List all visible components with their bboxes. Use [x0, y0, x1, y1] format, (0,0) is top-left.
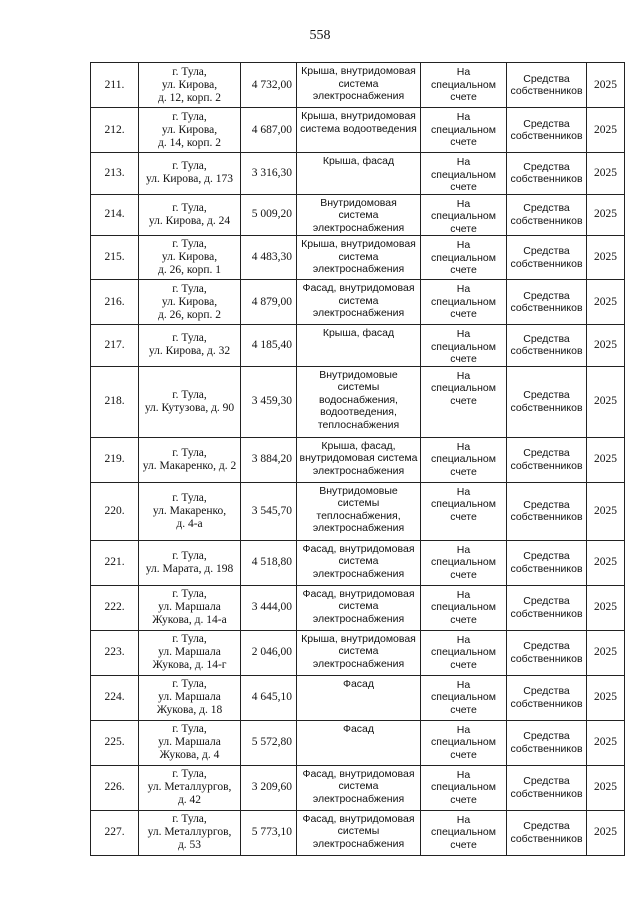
address-cell: г. Тула, ул. Маршала Жукова, д. 18: [139, 675, 241, 720]
fund-cell: На специальном счете: [421, 325, 507, 367]
fund-cell: На специальном счете: [421, 108, 507, 153]
fund-cell: На специальном счете: [421, 153, 507, 195]
works-cell: Фасад, внутридомовая система электроснабжения: [297, 585, 421, 630]
year-cell: 2025: [587, 108, 625, 153]
cost-cell: 4 687,00: [241, 108, 297, 153]
row-number: 224.: [91, 675, 139, 720]
works-cell: Внутридомовые системы теплоснабжения, электроснабжения: [297, 482, 421, 540]
address-cell: г. Тула, ул. Кирова, д. 32: [139, 325, 241, 367]
source-cell: Средства собственников: [507, 765, 587, 810]
year-cell: 2025: [587, 720, 625, 765]
address-cell: г. Тула, ул. Кутузова, д. 90: [139, 366, 241, 437]
cost-cell: 3 444,00: [241, 585, 297, 630]
year-cell: 2025: [587, 325, 625, 367]
address-cell: г. Тула, ул. Макаренко, д. 2: [139, 437, 241, 482]
source-cell: Средства собственников: [507, 585, 587, 630]
source-cell: Средства собственников: [507, 63, 587, 108]
source-cell: Средства собственников: [507, 437, 587, 482]
table-row: [91, 585, 625, 630]
works-cell: Крыша, внутридомовая система электроснабжения: [297, 236, 421, 280]
source-cell: Средства собственников: [507, 153, 587, 195]
row-number: 227.: [91, 810, 139, 855]
row-number: 212.: [91, 108, 139, 153]
table-row: [91, 720, 625, 765]
year-cell: 2025: [587, 280, 625, 325]
year-cell: 2025: [587, 437, 625, 482]
row-number: 213.: [91, 153, 139, 195]
source-cell: Средства собственников: [507, 236, 587, 280]
address-cell: г. Тула, ул. Макаренко, д. 4-а: [139, 482, 241, 540]
fund-cell: На специальном счете: [421, 280, 507, 325]
table-row: [91, 325, 625, 367]
table-row: [91, 63, 625, 108]
address-cell: г. Тула, ул. Маршала Жукова, д. 14-г: [139, 630, 241, 675]
cost-cell: 3 209,60: [241, 765, 297, 810]
address-cell: г. Тула, ул. Марата, д. 198: [139, 540, 241, 585]
source-cell: Средства собственников: [507, 366, 587, 437]
source-cell: Средства собственников: [507, 280, 587, 325]
table-row: [91, 482, 625, 540]
works-cell: Крыша, внутридомовая система водоотведения: [297, 108, 421, 153]
works-cell: Крыша, фасад, внутридомовая система электроснабжения: [297, 437, 421, 482]
address-cell: г. Тула, ул. Кирова, д. 26, корп. 1: [139, 236, 241, 280]
table-row: [91, 540, 625, 585]
cost-cell: 5 572,80: [241, 720, 297, 765]
works-cell: Крыша, внутридомовая система электроснабжения: [297, 630, 421, 675]
table-row: [91, 108, 625, 153]
year-cell: 2025: [587, 482, 625, 540]
works-cell: Внутридомовые системы водоснабжения, водоотведения, теплоснабжения: [297, 366, 421, 437]
row-number: 223.: [91, 630, 139, 675]
page-number: 558: [309, 28, 331, 43]
row-number: 218.: [91, 366, 139, 437]
year-cell: 2025: [587, 675, 625, 720]
row-number: 211.: [91, 63, 139, 108]
address-cell: г. Тула, ул. Кирова, д. 12, корп. 2: [139, 63, 241, 108]
source-cell: Средства собственников: [507, 325, 587, 367]
source-cell: Средства собственников: [507, 108, 587, 153]
source-cell: Средства собственников: [507, 630, 587, 675]
cost-cell: 4 732,00: [241, 63, 297, 108]
works-cell: Крыша, фасад: [297, 325, 421, 367]
fund-cell: На специальном счете: [421, 630, 507, 675]
row-number: 221.: [91, 540, 139, 585]
source-cell: Средства собственников: [507, 540, 587, 585]
table-row: [91, 630, 625, 675]
fund-cell: На специальном счете: [421, 482, 507, 540]
fund-cell: На специальном счете: [421, 765, 507, 810]
year-cell: 2025: [587, 810, 625, 855]
row-number: 214.: [91, 194, 139, 236]
table-row: [91, 194, 625, 236]
fund-cell: На специальном счете: [421, 63, 507, 108]
year-cell: 2025: [587, 194, 625, 236]
table-row: [91, 437, 625, 482]
row-number: 215.: [91, 236, 139, 280]
cost-cell: 3 459,30: [241, 366, 297, 437]
cost-cell: 3 884,20: [241, 437, 297, 482]
address-cell: г. Тула, ул. Кирова, д. 24: [139, 194, 241, 236]
cost-cell: 4 185,40: [241, 325, 297, 367]
fund-cell: На специальном счете: [421, 236, 507, 280]
fund-cell: На специальном счете: [421, 540, 507, 585]
table-row: [91, 366, 625, 437]
cost-cell: 5 009,20: [241, 194, 297, 236]
fund-cell: На специальном счете: [421, 675, 507, 720]
address-cell: г. Тула, ул. Кирова, д. 26, корп. 2: [139, 280, 241, 325]
works-cell: Крыша, фасад: [297, 153, 421, 195]
source-cell: Средства собственников: [507, 720, 587, 765]
year-cell: 2025: [587, 540, 625, 585]
row-number: 225.: [91, 720, 139, 765]
fund-cell: На специальном счете: [421, 366, 507, 437]
row-number: 217.: [91, 325, 139, 367]
cost-cell: 4 483,30: [241, 236, 297, 280]
works-cell: Фасад: [297, 720, 421, 765]
table-row: [91, 765, 625, 810]
cost-cell: 4 518,80: [241, 540, 297, 585]
address-cell: г. Тула, ул. Металлургов, д. 42: [139, 765, 241, 810]
fund-cell: На специальном счете: [421, 585, 507, 630]
fund-cell: На специальном счете: [421, 194, 507, 236]
year-cell: 2025: [587, 153, 625, 195]
cost-cell: 3 316,30: [241, 153, 297, 195]
cost-cell: 3 545,70: [241, 482, 297, 540]
row-number: 216.: [91, 280, 139, 325]
fund-cell: На специальном счете: [421, 720, 507, 765]
works-cell: Фасад, внутридомовая система электроснабжения: [297, 280, 421, 325]
source-cell: Средства собственников: [507, 675, 587, 720]
fund-cell: На специальном счете: [421, 810, 507, 855]
table-row: [91, 153, 625, 195]
table-row: [91, 675, 625, 720]
address-cell: г. Тула, ул. Кирова, д. 173: [139, 153, 241, 195]
works-cell: Фасад, внутридомовая система электроснабжения: [297, 765, 421, 810]
year-cell: 2025: [587, 630, 625, 675]
row-number: 219.: [91, 437, 139, 482]
year-cell: 2025: [587, 765, 625, 810]
table-row: [91, 280, 625, 325]
works-cell: Фасад: [297, 675, 421, 720]
source-cell: Средства собственников: [507, 810, 587, 855]
address-cell: г. Тула, ул. Кирова, д. 14, корп. 2: [139, 108, 241, 153]
cost-cell: 4 645,10: [241, 675, 297, 720]
source-cell: Средства собственников: [507, 482, 587, 540]
works-cell: Внутридомовая система электроснабжения: [297, 194, 421, 236]
source-cell: Средства собственников: [507, 194, 587, 236]
housing-repair-table: [90, 62, 625, 856]
row-number: 222.: [91, 585, 139, 630]
year-cell: 2025: [587, 366, 625, 437]
cost-cell: 5 773,10: [241, 810, 297, 855]
address-cell: г. Тула, ул. Металлургов, д. 53: [139, 810, 241, 855]
cost-cell: 4 879,00: [241, 280, 297, 325]
year-cell: 2025: [587, 585, 625, 630]
address-cell: г. Тула, ул. Маршала Жукова, д. 14-а: [139, 585, 241, 630]
table-row: [91, 810, 625, 855]
year-cell: 2025: [587, 63, 625, 108]
table-row: [91, 236, 625, 280]
table-body: [91, 63, 625, 856]
address-cell: г. Тула, ул. Маршала Жукова, д. 4: [139, 720, 241, 765]
cost-cell: 2 046,00: [241, 630, 297, 675]
row-number: 226.: [91, 765, 139, 810]
works-cell: Крыша, внутридомовая система электроснабжения: [297, 63, 421, 108]
row-number: 220.: [91, 482, 139, 540]
works-cell: Фасад, внутридомовая система электроснабжения: [297, 540, 421, 585]
year-cell: 2025: [587, 236, 625, 280]
works-cell: Фасад, внутридомовая системы электроснабжения: [297, 810, 421, 855]
fund-cell: На специальном счете: [421, 437, 507, 482]
